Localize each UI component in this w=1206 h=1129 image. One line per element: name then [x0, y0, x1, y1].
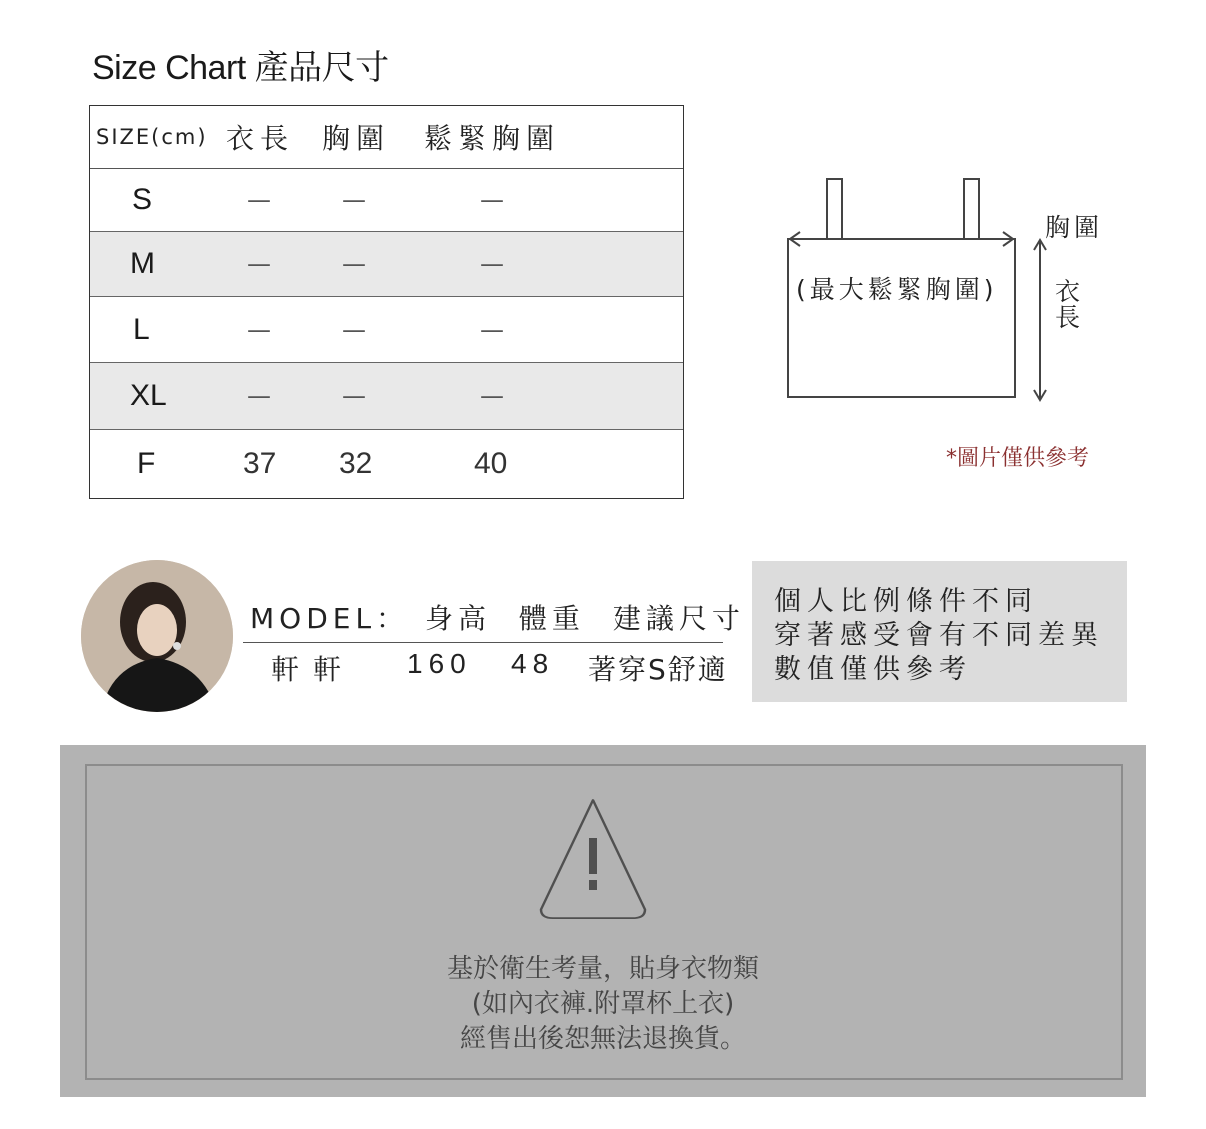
warning-line: (如內衣褲.附罩杯上衣): [471, 989, 735, 1019]
warning-panel: [60, 745, 1146, 1097]
diagram-chest-label: 胸圍: [1045, 213, 1104, 242]
notice-line: 數值僅供參考: [774, 654, 972, 685]
value-stretch-chest: —: [480, 186, 504, 214]
model-height-header: 身高: [424, 602, 491, 635]
table-row: [90, 363, 683, 430]
reference-note: *圖片僅供參考: [946, 446, 1090, 471]
size-label: XL: [130, 379, 167, 412]
diagram-center-label: (最大鬆緊胸圍): [796, 275, 998, 304]
avatar: [81, 560, 233, 712]
header-length: 衣長: [226, 122, 295, 155]
table-row: [90, 430, 683, 498]
model-name: 軒軒: [271, 653, 356, 686]
diagram-length-label-bottom: 長: [1055, 303, 1085, 332]
value-chest: —: [342, 382, 366, 410]
value-stretch-chest: 40: [474, 447, 508, 480]
page-title: Size Chart 產品尺寸: [92, 49, 389, 87]
value-chest: 32: [339, 447, 373, 480]
model-weight-header: 體重: [518, 602, 585, 635]
size-label: F: [137, 447, 156, 480]
model-header: [250, 597, 745, 637]
notice-line: 個人比例條件不同: [774, 586, 1038, 617]
header-size: SIZE(cm): [96, 125, 208, 149]
value-stretch-chest: —: [480, 382, 504, 410]
value-stretch-chest: —: [480, 315, 504, 344]
model-label: MODEL：: [250, 602, 410, 635]
notice-line: 穿著感受會有不同差異: [774, 620, 1104, 651]
notice-box: [752, 561, 1127, 702]
table-row: [90, 232, 683, 297]
warning-triangle-icon: [533, 790, 653, 920]
warning-line: 經售出後恕無法退換貨。: [459, 1024, 746, 1054]
model-height: 160: [407, 648, 472, 679]
table-row: [90, 297, 683, 363]
size-label: M: [130, 247, 155, 280]
value-length: 37: [243, 447, 277, 480]
value-chest: —: [342, 315, 366, 344]
value-chest: —: [342, 250, 366, 278]
value-chest: —: [342, 186, 366, 214]
model-photo-icon: [81, 560, 233, 712]
model-fit: 著穿S舒適: [588, 653, 728, 686]
value-length: —: [247, 315, 271, 344]
warning-line: 基於衛生考量，貼身衣物類: [446, 954, 759, 984]
model-weight: 48: [511, 648, 555, 679]
size-label: L: [133, 312, 150, 346]
size-label: S: [132, 183, 153, 216]
diagram-length-label-top: 衣: [1055, 277, 1085, 306]
value-length: —: [247, 250, 271, 278]
header-chest: 胸圍: [322, 122, 391, 155]
value-length: —: [247, 382, 271, 410]
table-header-row: [90, 106, 683, 169]
table-row: [90, 169, 683, 232]
model-size-header: 建議尺寸: [612, 602, 745, 635]
size-table: [89, 105, 684, 499]
model-divider: [243, 642, 723, 643]
value-stretch-chest: —: [480, 250, 504, 278]
header-stretch-chest: 鬆緊胸圍: [424, 122, 561, 155]
value-length: —: [247, 186, 271, 214]
